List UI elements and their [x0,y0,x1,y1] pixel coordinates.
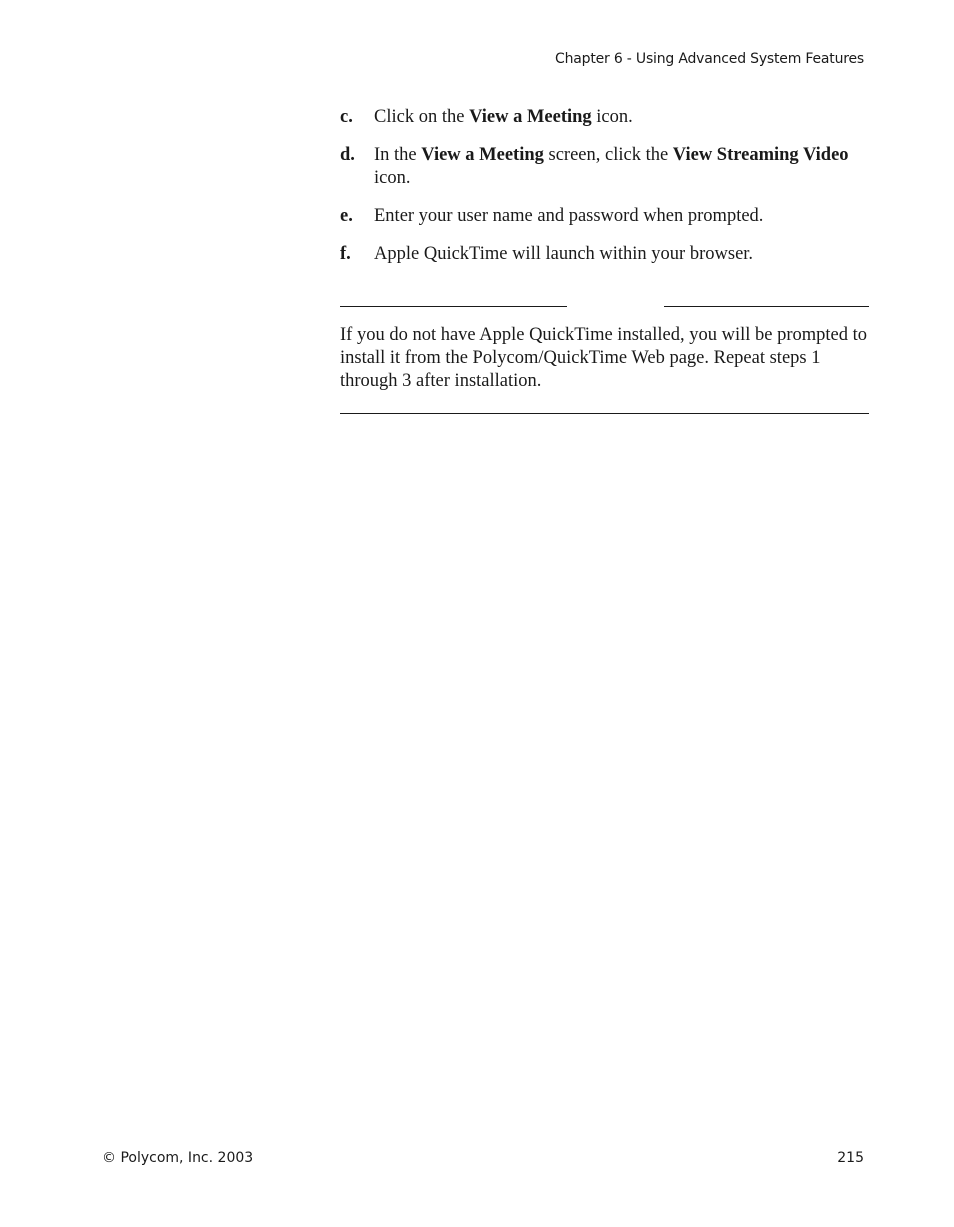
step-item-c [340,106,870,129]
step-text: Apple QuickTime will launch within your browser. [374,244,754,264]
running-header: Chapter 6 - Using Advanced System Features [555,51,864,67]
note-bottom-rule [340,413,869,414]
step-list [340,106,870,281]
step-text-part: icon. [591,107,633,127]
step-letter: f. [340,244,351,264]
step-item-e [340,205,870,228]
step-text [374,144,870,190]
step-text-part: icon. [374,168,411,188]
step-text [374,106,870,129]
step-text-part: Click on the [374,107,470,127]
note-top-rule-right [664,306,869,307]
step-text-part: In the [374,145,422,165]
note-text: If you do not have Apple QuickTime installed, you will be prompted to install it from the Polycom/QuickTime Web page. Repeat steps 1 through 3 after installation. [340,325,868,391]
step-item-f [340,243,870,266]
ui-term: View Streaming Video [672,145,849,165]
copyright: © Polycom, Inc. 2003 [102,1150,254,1166]
page-number: 215 [837,1150,864,1166]
ui-term: View a Meeting [421,145,544,165]
step-letter: e. [340,206,353,226]
step-item-d [340,144,870,190]
step-letter: c. [340,107,353,127]
step-text-part: screen, click the [543,145,673,165]
ui-term: View a Meeting [469,107,592,127]
step-letter: d. [340,145,355,165]
step-text: Enter your user name and password when prompted. [374,206,764,226]
note-top-rule-left [340,306,567,307]
